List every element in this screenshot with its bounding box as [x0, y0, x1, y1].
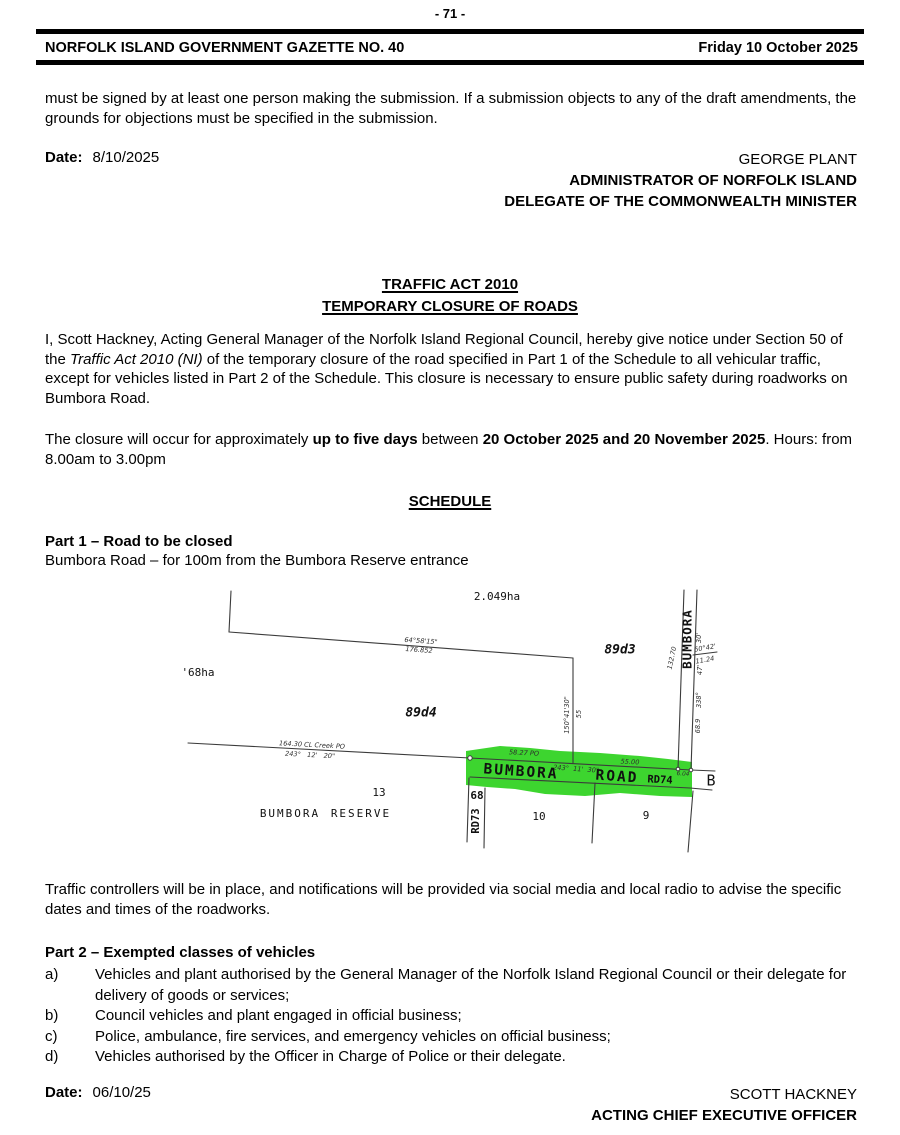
map-label-area-68ha: '68ha [181, 666, 215, 679]
map-road-bearing: 243° 11' 30" [552, 763, 600, 775]
map-label-lot-10: 10 [532, 810, 546, 823]
list-item-label: d) [45, 1048, 59, 1065]
map-label-area-2049ha: 2.049ha [473, 590, 521, 603]
header-rule-bottom [36, 60, 864, 65]
gazette-date: Friday 10 October 2025 [698, 40, 858, 56]
footer-date-row [45, 1084, 151, 1101]
date-label: Date: [45, 1084, 83, 1101]
date-value: 06/10/25 [92, 1084, 151, 1101]
signatory-title-1: ADMINISTRATOR OF NORFOLK ISLAND [569, 172, 857, 189]
map-label-reserve-word2: RESERVE [330, 807, 392, 820]
map-road-name-bumbora: BUMBORA [482, 761, 560, 783]
date-value: 8/10/2025 [92, 149, 160, 166]
traffic-controllers-paragraph: Traffic controllers will be in place, and notifications will be provided via social media and local radio to advise the specific dates and times of the roadworks. [45, 881, 842, 918]
list-item [45, 1006, 863, 1027]
part2-heading: Part 2 – Exempted classes of vehicles [45, 944, 316, 961]
schedule-heading: SCHEDULE [408, 493, 492, 510]
map-distance-mid: 55 [575, 709, 583, 719]
map-label-rd73: RD73 [470, 808, 482, 834]
notice-date-row [45, 149, 159, 166]
map-label-rd74: RD74 [647, 773, 673, 787]
part1-text: Bumbora Road – for 100m from the Bumbora Reserve entrance [45, 552, 469, 569]
map-line-right-slant [688, 791, 693, 852]
list-item-text: Council vehicles and plant engaged in official business; [95, 1007, 462, 1024]
map-line-lot68-right [484, 788, 485, 848]
map-vroad-minutes: 47' [696, 664, 704, 676]
closure-period-paragraph: The closure will occur for approximately up to five days between 20 October 2025 and 20 November 2025. Hours: from 8.00am to 3.00pm [45, 431, 853, 468]
signatory-name: SCOTT HACKNEY [729, 1086, 857, 1103]
map-label-lot-89d4: 89d4 [405, 705, 437, 721]
map-vroad-degrees: 338° [695, 692, 703, 708]
survey-mark-vroad-right [689, 768, 693, 772]
notice-body-paragraph: I, Scott Hackney, Acting General Manager of the Norfolk Island Regional Council, hereby give notice under Section 50 of the Traffic Act 2010 (NI) of the temporary closure of the road specified in Part 1 of the Schedule to all vehicular traffic, except for vehicles listed in Part 2 of the Schedule. This closure is necessary to ensure public safety during roadworks on Bumbora Road. [45, 331, 848, 407]
map-vroad-name-bumbora: BUMBORA [679, 609, 695, 669]
list-item [45, 1047, 863, 1068]
map-vroad-distance: 68.9 [694, 718, 702, 734]
map-label-lot-13: 13 [372, 786, 386, 799]
ceo-signature-block [591, 1084, 857, 1126]
list-item-label: c) [45, 1027, 58, 1045]
map-road-name-road: ROAD [595, 767, 639, 787]
map-road-distance-end: 6.04 [676, 771, 690, 778]
gazette-title: NORFOLK ISLAND GOVERNMENT GAZETTE NO. 40 [45, 40, 405, 56]
map-line-upper-boundary [229, 632, 573, 658]
survey-mark-road-start [468, 756, 472, 760]
map-distance-upper: 176.852 [405, 645, 433, 655]
map-creek-label: 164.30 CL Creek PO [278, 739, 346, 751]
notice-titles [0, 274, 900, 317]
part1-heading: Part 1 – Road to be closed [45, 533, 233, 550]
list-item-text: Vehicles authorised by the Officer in Charge of Police or their delegate. [95, 1048, 566, 1065]
page-number: - 71 - [434, 6, 466, 21]
map-road-distance-left: 58.27 PO [508, 748, 540, 758]
list-item-text: Police, ambulance, fire services, and emergency vehicles on official business; [95, 1027, 611, 1045]
map-label-b-corner: B [706, 771, 716, 790]
map-bearing-mid: 150°41'30" [563, 696, 571, 734]
date-label: Date: [45, 149, 83, 166]
signatory-name: GEORGE PLANT [738, 151, 857, 168]
map-label-lot-68: 68 [470, 789, 484, 802]
map-bearing-upper: 64°58'15" [404, 635, 438, 647]
submission-paragraph: must be signed by at least one person making the submission. If a submission objects to any of the draft amendments, the grounds for objections must be specified in the submission. [45, 90, 857, 127]
map-line-topleft-vertical [229, 591, 231, 632]
road-closure-map [0, 575, 900, 875]
map-vroad-distance2: 11.24 [695, 654, 715, 666]
signatory-title-2: DELEGATE OF THE COMMONWEALTH MINISTER [504, 193, 857, 210]
map-road-distance-right: 55.00 [620, 757, 640, 767]
map-vroad-distance-left: 132.70 [665, 645, 679, 671]
list-item-text: Vehicles and plant authorised by the General Manager of the Norfolk Island Regional Council or their delegate for delivery of goods or services; [95, 966, 847, 1004]
list-item-label: b) [45, 1007, 59, 1024]
map-label-lot-9: 9 [642, 809, 650, 822]
schedule-heading-row [0, 491, 900, 513]
list-item [45, 1027, 863, 1048]
gazette-header [45, 40, 858, 56]
map-label-reserve-word1: BUMBORA [259, 807, 321, 820]
signatory-title: ACTING CHIEF EXECUTIVE OFFICER [591, 1107, 857, 1124]
administrator-signature-block [504, 149, 857, 212]
map-line-lot68-left [467, 778, 469, 842]
notice-title-closure: TEMPORARY CLOSURE OF ROADS [322, 297, 578, 315]
list-item [45, 965, 863, 1006]
header-rule-top [36, 29, 864, 34]
notice-title-act: TRAFFIC ACT 2010 [381, 276, 519, 293]
part2-exemptions-list [45, 965, 863, 1068]
map-label-lot-89d3: 89d3 [604, 642, 636, 658]
list-item-label: a) [45, 966, 59, 983]
map-vroad-seconds: 30' [695, 632, 703, 644]
map-vroad-bearing2: 60°42' [693, 642, 717, 654]
map-creek-bearing: 243° 12' 20" [284, 749, 336, 761]
